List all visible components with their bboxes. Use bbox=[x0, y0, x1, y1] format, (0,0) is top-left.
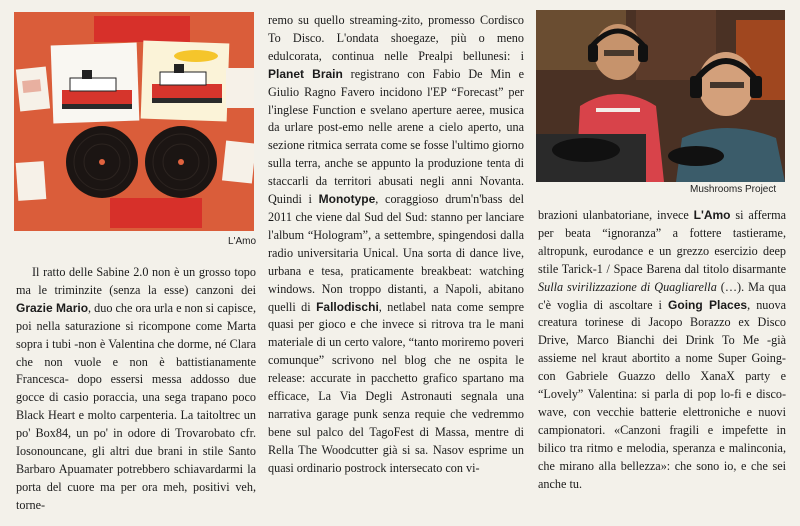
col2-text-3: , coraggioso drum'n'bass del 2011 che viene dal Sud del Sud: stanno per lanciare l'album “Hologram”, a settembre, spingendosi dalla radio universitaria Unical. Una sorta di dance live, urbana e tesa, praticamente breakbeat: watching windows. Non troppo distanti, a Napoli, abitano quelli di bbox=[268, 192, 524, 314]
col3-text-3: (…). Ma qua c'è voglia di ascoltare i bbox=[538, 279, 786, 312]
band-name-grazie-mario: Grazie Mario bbox=[16, 300, 89, 315]
records-illustration bbox=[14, 12, 254, 231]
band-name-lamo: L'Amo bbox=[693, 208, 731, 222]
track-title: Sulla svirilizzazione di Quagliarella bbox=[538, 279, 717, 294]
col3-text-4: , nuova creatura torinese di Jacopo Borazzo ex Disco Drive, Marco Bianchi dei Drink To Me -già assieme nel kraut abortito a nome Super Going- con Gabriele Guazzo dello XanaX party e “Lovely” Valentina: si parla di pop lo-fi e disco-wave, con vecchie batterie elettroniche e nuovi campionatori. «Canzoni fragili e impefette in bilico tra ritmo e melodia, speranza e malinconia, che mirano alla bellezza»: che sono io, e che sei anche tu. bbox=[538, 297, 786, 491]
photo-caption-lamo: L'Amo bbox=[228, 236, 257, 247]
col2-text-2: registrano con Fabio De Min e Giulio Ragno Favero incidono l'EP “Forecast” per l'inglese Function e svelano aperture aeree, musica da urlare post-emo nelle arene a cielo aperto, una sezione ritmica serrata come se fosse l'ultimo giorno sulla terra, anche se appunto la produzione tenta di staccarli da territori abusati negli anni Novanta. Quindi i bbox=[268, 66, 524, 207]
band-name-planet-brain: Planet Brain bbox=[268, 66, 343, 81]
label-name-fallodischi: Fallodischi bbox=[316, 299, 379, 314]
col3-text-1: brazioni ulanbatoriane, invece bbox=[538, 208, 694, 222]
djs-illustration bbox=[536, 10, 785, 182]
article-column-1 bbox=[16, 264, 256, 515]
col1-text-1: Il ratto delle Sabine 2.0 non è un grosso topo ma le triminzite (senza la esse) canzoni dei bbox=[16, 265, 256, 297]
article-column-3 bbox=[538, 207, 786, 494]
article-column-2 bbox=[268, 12, 524, 478]
band-name-monotype: Monotype bbox=[318, 192, 376, 207]
band-name-going-places: Going Places bbox=[668, 297, 748, 312]
col3-text-2: si afferma per beata “ignoranza” a fottere tastierame, altropunk, eurodance e un grezzo esercizio deep stile Tarick-1 / Space Barena dal titolo disarmante bbox=[538, 208, 787, 276]
col2-text-1: remo su quello streaming-zito, promesso Cordisco To Disco. L'ondata shoegaze, più o meno edulcorata, continua nelle Prealpi bellunesi: i bbox=[268, 13, 524, 63]
photo-mushrooms-project bbox=[536, 10, 785, 182]
photo-caption-mushrooms: Mushrooms Project bbox=[690, 184, 777, 195]
col2-text-4: , netlabel nata come sempre quasi per gioco e che invece si ritrova tra le mani materiale di un certo valore, “tanto moriremo poveri comunque” scrivono nel blog che ne ospita le release: accurate in pacchetto grafico spartano ma efficace, La Via Degli Astronauti segnala una narrativa garage punk senza requie che vedremmo bene sul palco del TagoFest di Massa, mentre di Rella The Woodcutter già si sa. Nasov esprime un quasi ordinario postrock intersecato con vi- bbox=[268, 299, 524, 475]
col1-text-2: , duo che ora urla e non si capisce, poi nella saturazione si ricompone come Marta sopra i tubi -non è Valentina che dorme, né Clara che non vuole e non è battistianamente Francesca- dopo essersi messa addosso due gocce di casio poraccia, una sega trapano poco Black Heart e molto carpenteria. La taitoltrec un po' Box84, un po' in odore di Trovarobato cfr. Iosonouncane, gli altri due brani in stile Santo Barbaro Apuamater potrebbero schiavardarmi la porta del cuore ma per ora meh, positivi veh, torne- bbox=[16, 300, 256, 512]
photo-lamo-records bbox=[14, 12, 254, 231]
